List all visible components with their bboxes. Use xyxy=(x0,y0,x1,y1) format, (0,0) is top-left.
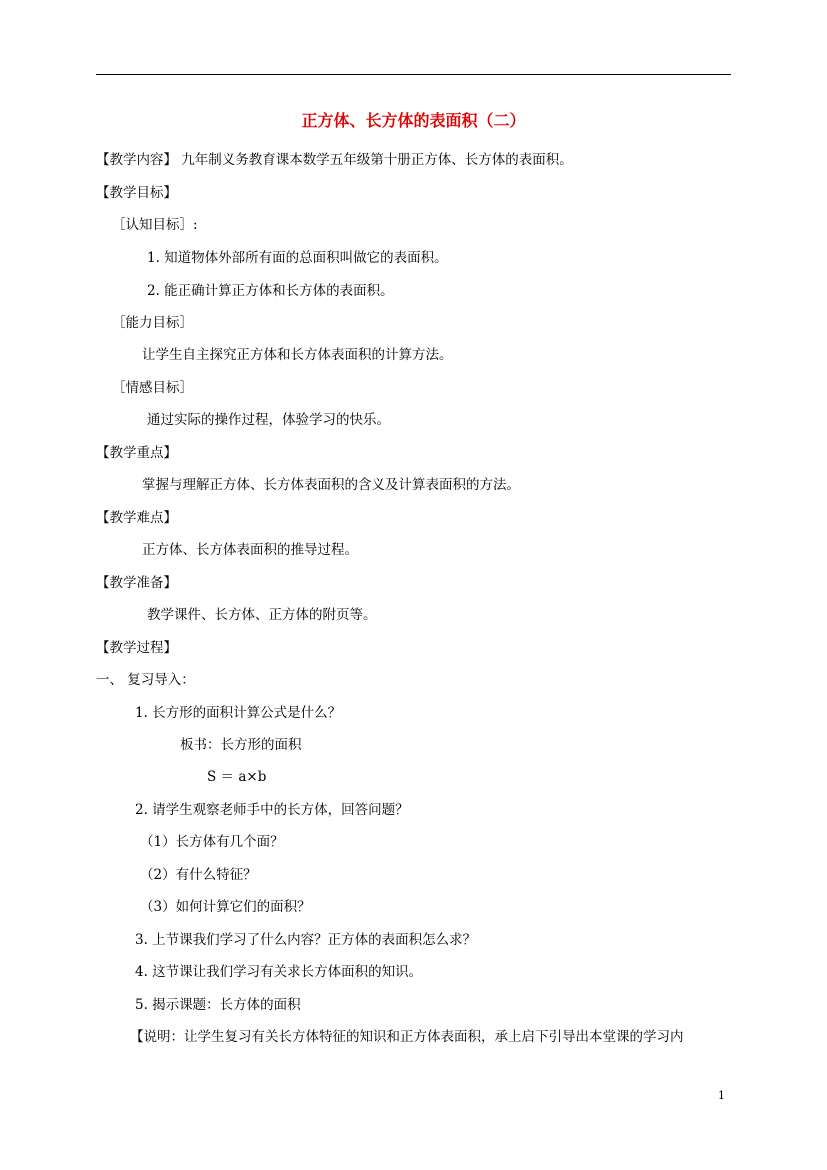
page-number: 1 xyxy=(718,1089,725,1102)
emotional-goal-text: 通过实际的操作过程，体验学习的快乐。 xyxy=(147,412,390,428)
review-question-5: 5. 揭示课题：长方体的面积 xyxy=(135,997,301,1013)
review-question-2: 2. 请学生观察老师手中的长方体，回答问题？ xyxy=(135,802,409,818)
cognitive-goals-heading: ［认知目标］: xyxy=(112,217,198,233)
difficulties-text: 正方体、长方体表面积的推导过程。 xyxy=(142,542,358,558)
cognitive-goal-1: 1. 知道物体外部所有面的总面积叫做它的表面积。 xyxy=(147,250,448,266)
review-question-4: 4. 这节课让我们学习有关求长方体面积的知识。 xyxy=(135,964,423,980)
process-heading: 【教学过程】 xyxy=(96,640,177,656)
review-section-heading: 一、 复习导入： xyxy=(96,672,195,688)
cognitive-goal-2: 2. 能正确计算正方体和长方体的表面积。 xyxy=(147,283,394,299)
review-question-1: 1. 长方形的面积计算公式是什么？ xyxy=(135,705,342,721)
header-rule xyxy=(96,74,731,75)
teaching-content-line: 【教学内容】 九年制义务教育课本数学五年级第十册正方体、长方体的表面积。 xyxy=(96,152,573,168)
key-points-text: 掌握与理解正方体、长方体表面积的含义及计算表面积的方法。 xyxy=(142,477,520,493)
preparation-text: 教学课件、长方体、正方体的附页等。 xyxy=(147,607,377,623)
key-points-heading: 【教学重点】 xyxy=(96,445,177,461)
sub-question-3: （3）如何计算它们的面积？ xyxy=(140,899,311,915)
teaching-goals-heading: 【教学目标】 xyxy=(96,185,177,201)
document-title: 正方体、长方体的表面积（二） xyxy=(301,111,526,130)
explanation-note: 【说明：让学生复习有关长方体特征的知识和正方体表面积，承上启下引导出本堂课的学习内 xyxy=(130,1029,684,1045)
review-question-3: 3. 上节课我们学习了什么内容？正方体的表面积怎么求？ xyxy=(135,932,477,948)
preparation-heading: 【教学准备】 xyxy=(96,575,177,591)
ability-goals-heading: ［能力目标］ xyxy=(112,315,193,331)
area-formula: S ＝ a×b xyxy=(207,769,267,785)
difficulties-heading: 【教学难点】 xyxy=(96,510,177,526)
board-writing: 板书：长方形的面积 xyxy=(180,737,302,753)
sub-question-2: （2）有什么特征？ xyxy=(140,867,257,883)
emotional-goals-heading: ［情感目标］ xyxy=(112,380,193,396)
sub-question-1: （1）长方体有几个面？ xyxy=(140,834,284,850)
ability-goal-text: 让学生自主探究正方体和长方体表面积的计算方法。 xyxy=(142,347,453,363)
